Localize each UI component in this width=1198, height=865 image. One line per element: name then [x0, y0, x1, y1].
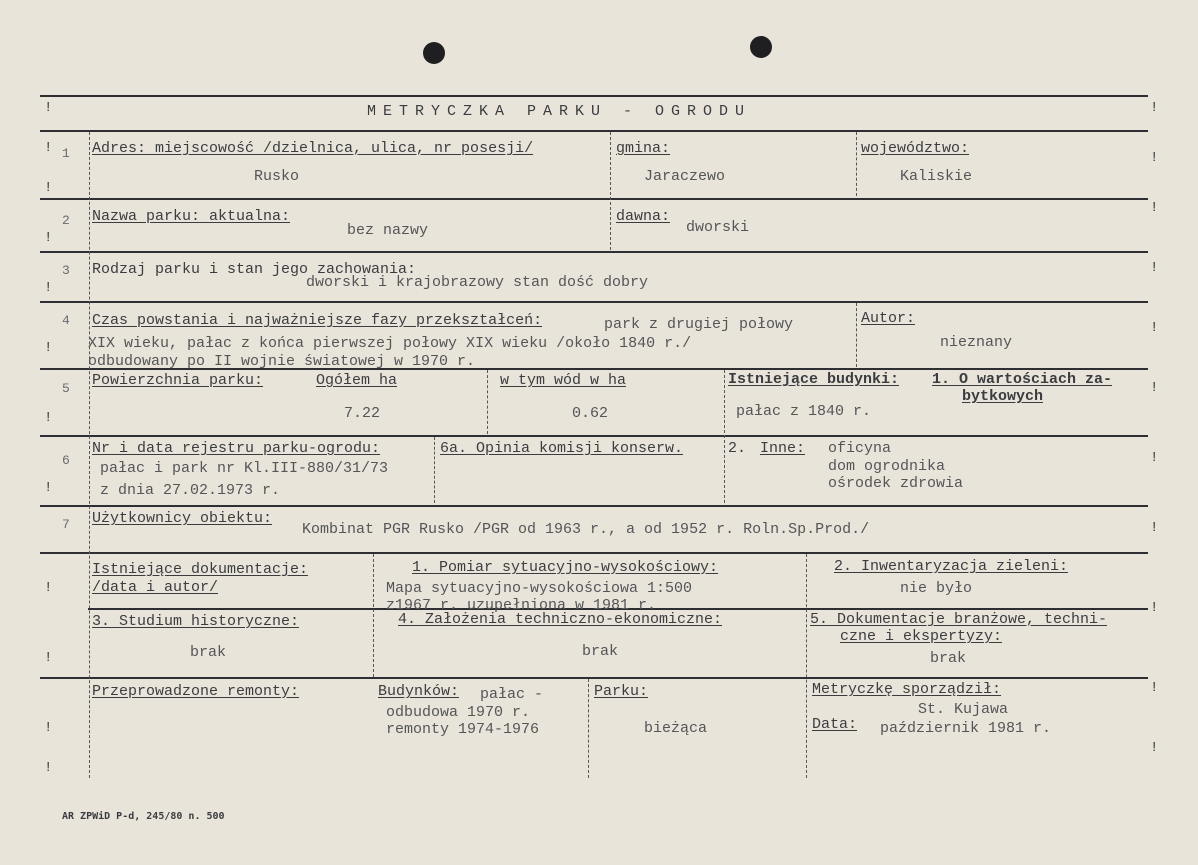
margin-mark: !	[1150, 150, 1159, 166]
water-area-label: w tym wód w ha	[500, 372, 627, 389]
rule-top	[40, 95, 1148, 97]
margin-mark: !	[1150, 740, 1159, 756]
branch-docs-value: brak	[930, 650, 967, 667]
row-number: 1	[62, 146, 70, 161]
users-label: Użytkownicy obiektu:	[92, 510, 273, 527]
prepared-by-label: Metryczkę sporządził:	[812, 681, 1002, 698]
repairs-buildings-value-1: pałac -	[480, 686, 544, 703]
divider	[856, 132, 857, 196]
rule	[40, 505, 1148, 507]
margin-mark: !	[44, 760, 53, 776]
history-value-3: odbudowany po II wojnie światowej w 1970 r.	[88, 353, 476, 370]
survey-value-1: Mapa sytuacyjno-wysokościowa 1:500	[386, 580, 693, 597]
history-value-1: park z drugiej połowy	[604, 316, 794, 333]
margin-mark: !	[1150, 680, 1159, 696]
history-label: Czas powstania i najważniejsze fazy przekształceń:	[92, 312, 543, 329]
branch-docs-label-2: czne i ekspertyzy:	[840, 628, 1003, 645]
branch-docs-label-1: 5. Dokumentacje branżowe, techni-	[810, 611, 1108, 628]
rule	[40, 130, 1148, 132]
repairs-buildings-value-3: remonty 1974-1976	[386, 721, 540, 738]
margin-mark: !	[44, 100, 53, 116]
register-value-1: pałac i park nr Kl.III-880/31/73	[100, 460, 389, 477]
margin-mark: !	[1150, 100, 1159, 116]
margin-mark: !	[1150, 380, 1159, 396]
wojewodztwo-label: województwo:	[861, 140, 970, 157]
assumptions-value: brak	[582, 643, 619, 660]
survey-value-2: z1967 r. uzupełniona w 1981 r.	[386, 597, 657, 614]
margin-mark: !	[44, 280, 53, 296]
row-number: 4	[62, 313, 70, 328]
margin-mark: !	[44, 480, 53, 496]
row-number: 7	[62, 517, 70, 532]
page-title: METRYCZKA PARKU - OGRODU	[367, 103, 752, 120]
row-number: 6	[62, 453, 70, 468]
park-name-label: Nazwa parku: aktualna:	[92, 208, 291, 225]
rule	[40, 552, 1148, 554]
divider	[610, 132, 611, 250]
rule	[40, 301, 1148, 303]
footer-print-code: AR ZPWiD P-d, 245/80 n. 500	[62, 811, 225, 822]
repairs-buildings-label: Budynków:	[378, 683, 460, 700]
date-label: Data:	[812, 716, 858, 733]
divider	[434, 437, 435, 503]
rule	[40, 677, 1148, 679]
studies-label: 3. Studium historyczne:	[92, 613, 300, 630]
park-name-former: dworski	[686, 219, 750, 236]
divider	[373, 554, 374, 677]
margin-mark: !	[44, 140, 53, 156]
register-label: Nr i data rejestru parku-ogrodu:	[92, 440, 381, 457]
repairs-label: Przeprowadzone remonty:	[92, 683, 300, 700]
valuable-label-1: 1. O wartościach za-	[932, 371, 1113, 388]
survey-label: 1. Pomiar sytuacyjno-wysokościowy:	[412, 559, 719, 576]
margin-mark: !	[44, 580, 53, 596]
repairs-park-label: Parku:	[594, 683, 649, 700]
history-value-2: XIX wieku, pałac z końca pierwszej połowy XIX wieku /około 1840 r./	[88, 335, 692, 352]
rule	[40, 198, 1148, 200]
address-label: Adres: miejscowość /dzielnica, ulica, nr posesji/	[92, 140, 534, 157]
water-area-value: 0.62	[572, 405, 609, 422]
register-value-2: z dnia 27.02.1973 r.	[100, 482, 281, 499]
author-value: nieznany	[940, 334, 1013, 351]
other-value-2: dom ogrodnika	[828, 458, 946, 475]
park-name-current: bez nazwy	[347, 222, 429, 239]
other-label: Inne:	[760, 440, 806, 457]
repairs-park-value: bieżąca	[644, 720, 708, 737]
total-area-value: 7.22	[344, 405, 381, 422]
margin-mark: !	[44, 720, 53, 736]
docs-label: Istniejące dokumentacje:	[92, 561, 309, 578]
margin-mark: !	[44, 410, 53, 426]
divider	[806, 554, 807, 778]
repairs-buildings-value-2: odbudowa 1970 r.	[386, 704, 531, 721]
buildings-value: pałac z 1840 r.	[736, 403, 872, 420]
date-value: październik 1981 r.	[880, 720, 1052, 737]
users-value: Kombinat PGR Rusko /PGR od 1963 r., a od 1952 r. Roln.Sp.Prod./	[302, 521, 870, 538]
area-label: Powierzchnia parku:	[92, 372, 264, 389]
divider	[89, 132, 90, 778]
opinion-label: 6a. Opinia komisji konserw.	[440, 440, 684, 457]
margin-mark: !	[1150, 320, 1159, 336]
author-label: Autor:	[861, 310, 916, 327]
other-value-3: ośrodek zdrowia	[828, 475, 964, 492]
address-value: Rusko	[254, 168, 300, 185]
wojewodztwo-value: Kaliskie	[900, 168, 973, 185]
inventory-label: 2. Inwentaryzacja zieleni:	[834, 558, 1069, 575]
park-name-former-label: dawna:	[616, 208, 671, 225]
punch-hole-left	[423, 42, 445, 64]
other-value-1: oficyna	[828, 440, 892, 457]
park-type-value: dworski i krajobrazowy stan dość dobry	[306, 274, 649, 291]
margin-mark: !	[1150, 450, 1159, 466]
valuable-label-2: bytkowych	[962, 388, 1044, 405]
margin-mark: !	[44, 230, 53, 246]
divider	[856, 303, 857, 367]
row-number: 2	[62, 213, 70, 228]
gmina-label: gmina:	[616, 140, 671, 157]
park-type-label: Rodzaj parku i stan jego zachowania:	[92, 261, 417, 278]
margin-mark: !	[1150, 600, 1159, 616]
divider	[487, 370, 488, 434]
rule	[40, 435, 1148, 437]
total-area-label: Ogółem ha	[316, 372, 398, 389]
other-label-number: 2.	[728, 440, 747, 457]
margin-mark: !	[1150, 520, 1159, 536]
gmina-value: Jaraczewo	[644, 168, 726, 185]
punch-hole-right	[750, 36, 772, 58]
studies-value: brak	[190, 644, 227, 661]
prepared-by-value: St. Kujawa	[918, 701, 1009, 718]
margin-mark: !	[1150, 260, 1159, 276]
divider	[724, 370, 725, 503]
assumptions-label: 4. Założenia techniczno-ekonomiczne:	[398, 611, 723, 628]
row-number: 3	[62, 263, 70, 278]
inventory-value: nie było	[900, 580, 973, 597]
buildings-label: Istniejące budynki:	[728, 371, 900, 388]
margin-mark: !	[44, 340, 53, 356]
docs-sublabel: /data i autor/	[92, 579, 219, 596]
margin-mark: !	[44, 180, 53, 196]
margin-mark: !	[44, 650, 53, 666]
margin-mark: !	[1150, 200, 1159, 216]
rule	[40, 251, 1148, 253]
row-number: 5	[62, 381, 70, 396]
divider	[588, 679, 589, 778]
